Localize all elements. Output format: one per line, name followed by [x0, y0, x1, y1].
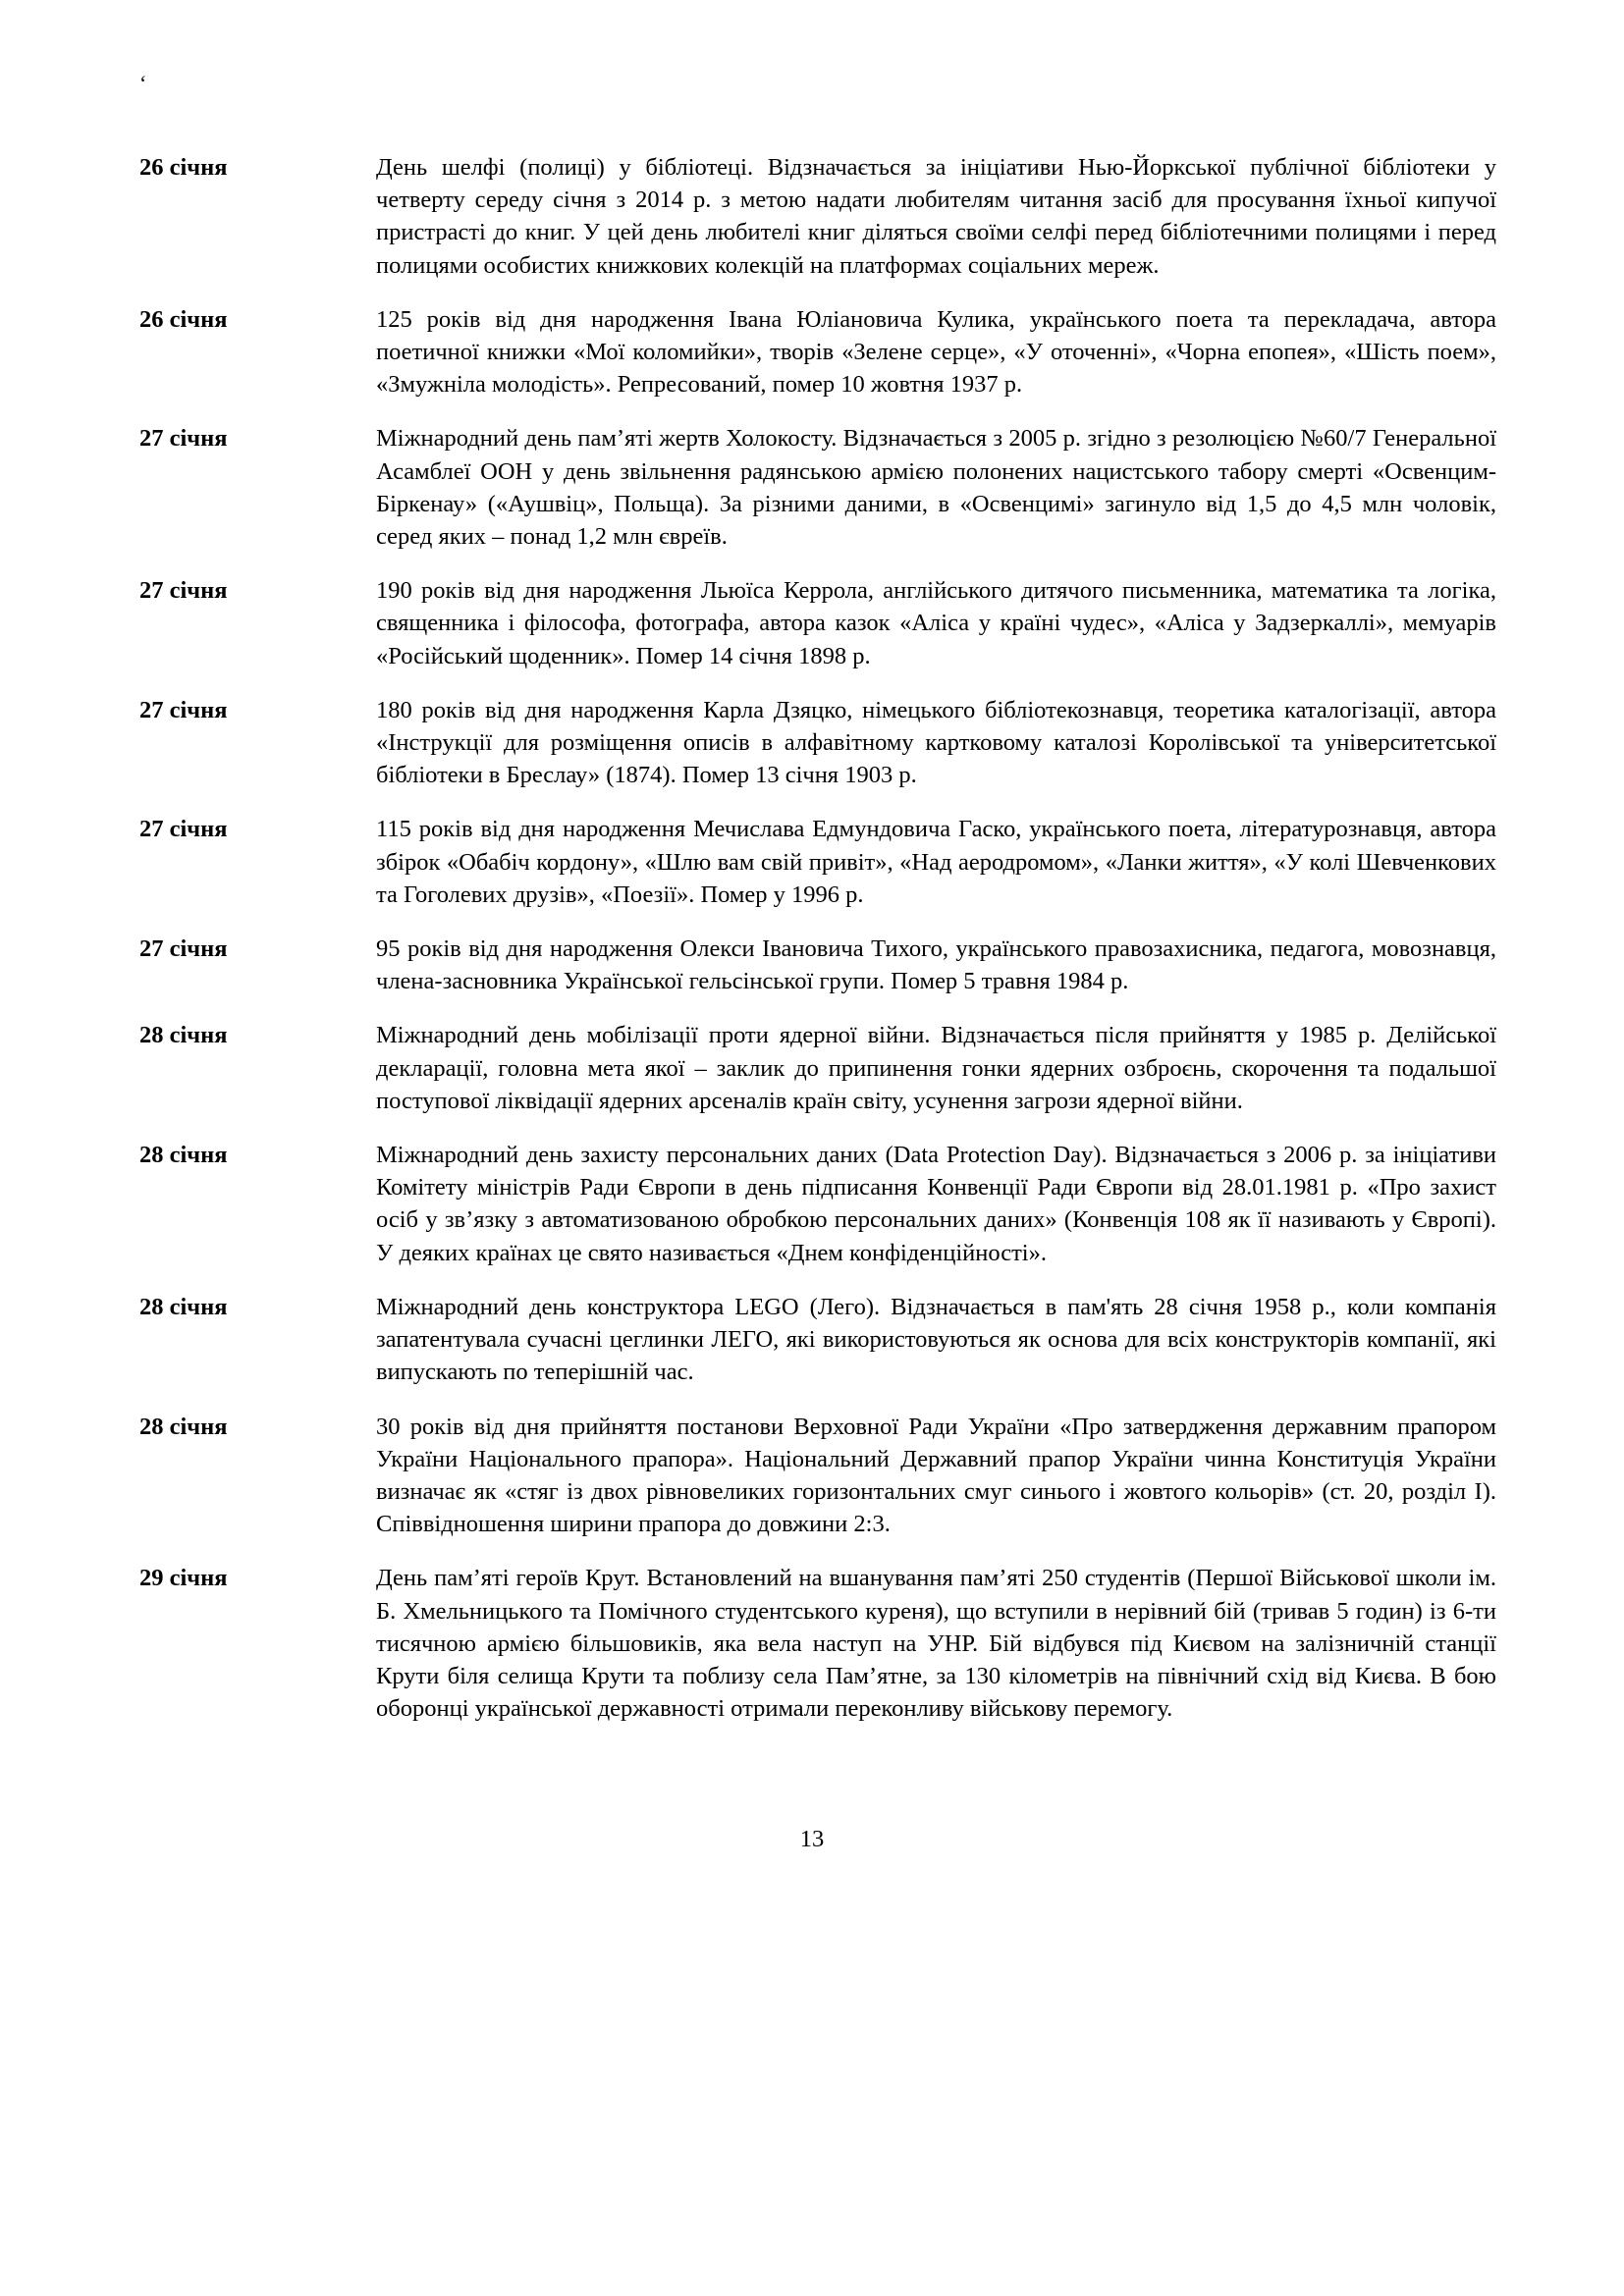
entry-date: 28 січня	[139, 1142, 228, 1169]
entry-description: Міжнародний день конструктора LEGO (Лего). Відзначається в пам'ять 28 січня 1958 р., коли компанія запатентувала сучасні цеглинки ЛЕГО, які використовуються як основа для всіх конструкторів компанії, які випускають по теперішній час.	[376, 1293, 1496, 1386]
calendar-entry	[139, 303, 1496, 401]
entry-description: Міжнародний день мобілізації проти ядерної війни. Відзначається після прийняття у 1985 р. Делійської декларації, головна мета якої – заклик до припинення гонки ядерних озброєнь, скорочення та подальшої поступової ліквідації ядерних арсеналів країн світу, усунення загрози ядерної війни.	[376, 1022, 1496, 1114]
entry-date: 27 січня	[139, 816, 228, 843]
entry-description: День шелфі (полиці) у бібліотеці. Відзначається за ініціативи Нью-Йоркської публічної бібліотеки у четверту середу січня з 2014 р. з метою надати любителям читання засіб для просування їхньої кипучої пристрасті до книг. У цей день любителі книг діляться своїми селфі перед бібліотечними полицями і перед полицями особистих книжкових колекцій на платформах соціальних мереж.	[376, 154, 1496, 279]
entry-date: 28 січня	[139, 1413, 228, 1440]
calendar-entry	[139, 813, 1496, 911]
entry-description: 115 років від дня народження Мечислава Едмундовича Гаско, українського поета, літературознавця, автора збірок «Обабіч кордону», «Шлю вам свій привіт», «Над аеродромом», «Ланки життя», «У колі Шевченкових та Гоголевих друзів», «Поезії». Помер у 1996 р.	[376, 816, 1496, 908]
calendar-entry	[139, 422, 1496, 553]
page-mark: ‘	[139, 71, 147, 95]
calendar-entry	[139, 1291, 1496, 1389]
entry-description: 190 років від дня народження Льюїса Керрола, англійського дитячого письменника, математика та логіка, священника і філософа, фотографа, автора казок «Аліса у країні чудес», «Аліса у Задзеркаллі», мемуарів «Російський щоденник». Помер 14 січня 1898 р.	[376, 577, 1496, 669]
calendar-entry	[139, 1019, 1496, 1117]
entry-description: Міжнародний день захисту персональних даних (Data Protection Day). Відзначається з 2006 р. за ініціативи Комітету міністрів Ради Європи в день підписання Конвенції Ради Європи від 28.01.1981 р. «Про захист осіб у зв’язку з автоматизованою обробкою персональних даних» (Конвенція 108 як її називають у Європі). У деяких країнах це свято називається «Днем конфіденційності».	[376, 1142, 1496, 1266]
calendar-entries	[139, 151, 1496, 1746]
entry-date: 29 січня	[139, 1565, 228, 1592]
page-number: 13	[799, 1826, 825, 1852]
entry-description: 30 років від дня прийняття постанови Верховної Ради України «Про затвердження державним прапором України Національного прапора». Національний Державний прапор України чинна Конституція України визначає як «стяг із двох рівновеликих горизонтальних смуг синього і жовтого кольорів» (ст. 20, розділ I). Співвідношення ширини прапора до довжини 2:3.	[376, 1413, 1496, 1538]
calendar-entry	[139, 1562, 1496, 1725]
entry-description: 95 років від дня народження Олекси Івановича Тихого, українського правозахисника, педагога, мовознавця, члена-засновника Української гельсінської групи. Помер 5 травня 1984 р.	[376, 935, 1496, 995]
entry-date: 28 січня	[139, 1293, 228, 1320]
entry-date: 26 січня	[139, 305, 228, 333]
entry-date: 27 січня	[139, 577, 228, 605]
entry-description: День пам’яті героїв Крут. Встановлений на вшанування пам’яті 250 студентів (Першої Військової школи ім. Б. Хмельницького та Помічного студентського куреня), що вступили в нерівний бій (тривав 5 годин) із 6-ти тисячною армією більшовиків, яка вела наступ на УНР. Бій відбувся під Києвом на залізничній станції Крути біля селища Крути та поблизу села Пам’ятне, за 130 кілометрів на північний схід від Києва. В бою оборонці української державності отримали переконливу військову перемогу.	[376, 1565, 1496, 1723]
calendar-entry	[139, 1139, 1496, 1269]
entry-date: 27 січня	[139, 935, 228, 963]
entry-date: 27 січня	[139, 696, 228, 723]
calendar-entry	[139, 151, 1496, 282]
entry-description: 125 років від дня народження Івана Юліановича Кулика, українського поета та перекладача, автора поетичної книжки «Мої коломийки», творів «Зелене серце», «У оточенні», «Чорна епопея», «Шість поем», «Змужніла молодість». Репресований, помер 10 жовтня 1937 р.	[376, 305, 1496, 399]
entry-date: 28 січня	[139, 1022, 228, 1049]
entry-description: 180 років від дня народження Карла Дзяцко, німецького бібліотекознавця, теоретика каталогізації, автора «Інструкції для розміщення описів в алфавітному картковому каталозі Королівської та університетської бібліотеки в Бреслау» (1874). Помер 13 січня 1903 р.	[376, 696, 1496, 789]
calendar-entry	[139, 694, 1496, 792]
calendar-entry	[139, 933, 1496, 997]
calendar-entry	[139, 1411, 1496, 1541]
entry-date: 26 січня	[139, 154, 228, 181]
calendar-entry	[139, 574, 1496, 672]
entry-description: Міжнародний день пам’яті жертв Холокосту. Відзначається з 2005 р. згідно з резолюцією №60/7 Генеральної Асамблеї ООН у день звільнення радянською армією полонених нацистського табору смерті «Освенцим-Біркенау» («Аушвіц», Польща). За різними даними, в «Освенцимі» загинуло від 1,5 до 4,5 млн чоловік, серед яких – понад 1,2 млн євреїв.	[376, 425, 1496, 551]
entry-date: 27 січня	[139, 425, 228, 453]
